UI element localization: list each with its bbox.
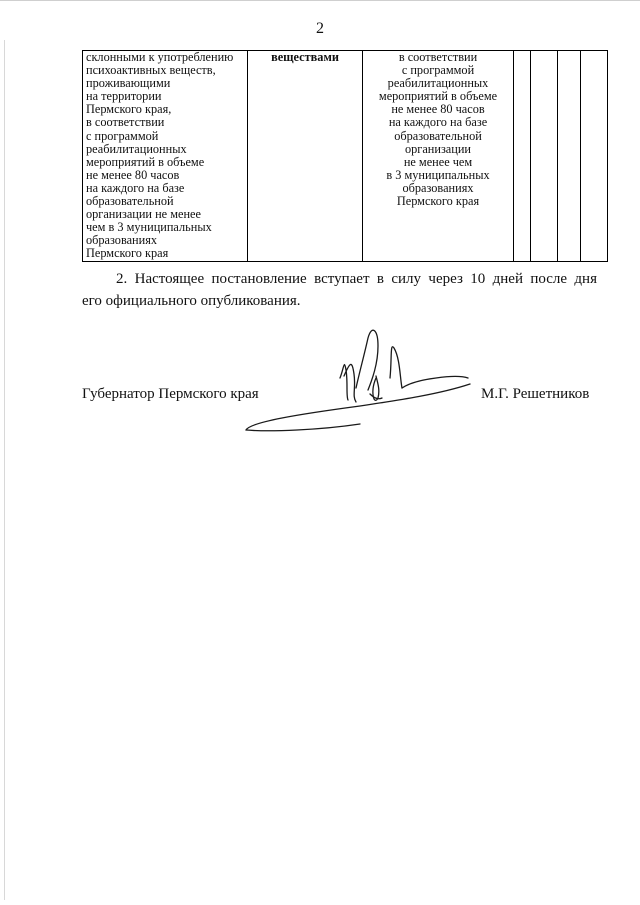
table-cell-empty — [581, 51, 608, 262]
table-cell-line: в 3 муниципальных — [386, 167, 490, 182]
table-cell-line: на каждого на базе — [86, 180, 185, 195]
signatory-title: Губернатор Пермского края — [82, 386, 259, 402]
table-cell-line: веществами — [271, 50, 339, 64]
table-cell-unit — [248, 51, 363, 262]
table-cell-line: организации не менее — [86, 207, 201, 222]
table-cell-line: с программой — [86, 128, 159, 143]
table-cell-line: образовательной — [394, 128, 482, 143]
table-cell-line: образовательной — [86, 194, 174, 209]
table-cell-line: с программой — [401, 63, 475, 78]
table-cell-line: чем в 3 муниципальных — [86, 220, 212, 235]
table-cell-line: организации — [404, 141, 472, 156]
table-cell-line: мероприятий в объеме — [86, 154, 205, 169]
table-cell-line: не менее 80 часов — [391, 102, 485, 117]
handwritten-signature — [240, 318, 480, 438]
table-cell-line: образованиях — [86, 233, 158, 248]
table-cell-line: склонными к употреблению — [86, 50, 234, 64]
table-cell-line: не менее 80 часов — [86, 167, 180, 182]
table-cell-empty — [531, 51, 558, 262]
table-row — [83, 51, 608, 262]
paragraph-line: его официального опубликования. — [82, 293, 301, 309]
table-cell-empty — [514, 51, 531, 262]
body-paragraph — [82, 268, 597, 312]
table-cell-line: реабилитационных — [387, 76, 489, 91]
table-cell-empty — [558, 51, 581, 262]
table-cell-line: мероприятий в объеме — [378, 89, 498, 104]
table-cell-line: на каждого на базе — [388, 115, 488, 130]
table-cell-line: в соответствии — [86, 115, 165, 130]
table-cell-line: психоактивных веществ, — [86, 63, 216, 78]
table-cell-line: Пермского края — [396, 194, 480, 209]
table-cell-line: образованиях — [402, 180, 474, 195]
table-cell-line: не менее чем — [403, 154, 473, 169]
paragraph-line: 2. Настоящее постановление вступает в силу через 10 дней после дня — [116, 271, 597, 287]
document-table — [82, 50, 608, 262]
table-cell-line: в соответствии — [398, 50, 478, 64]
table-cell-line: на территории — [86, 89, 162, 104]
scan-edge-top — [0, 0, 640, 3]
scan-edge-left — [4, 40, 5, 900]
page-number: 2 — [316, 20, 324, 37]
table-cell-description — [83, 51, 248, 262]
signatory-name: М.Г. Решетников — [481, 386, 590, 402]
table-cell-line: Пермского края — [86, 246, 169, 261]
table-cell-line: проживающими — [86, 76, 171, 91]
table-cell-line: реабилитационных — [86, 141, 187, 156]
table-cell-indicator — [363, 51, 514, 262]
table-cell-line: Пермского края, — [86, 102, 172, 117]
